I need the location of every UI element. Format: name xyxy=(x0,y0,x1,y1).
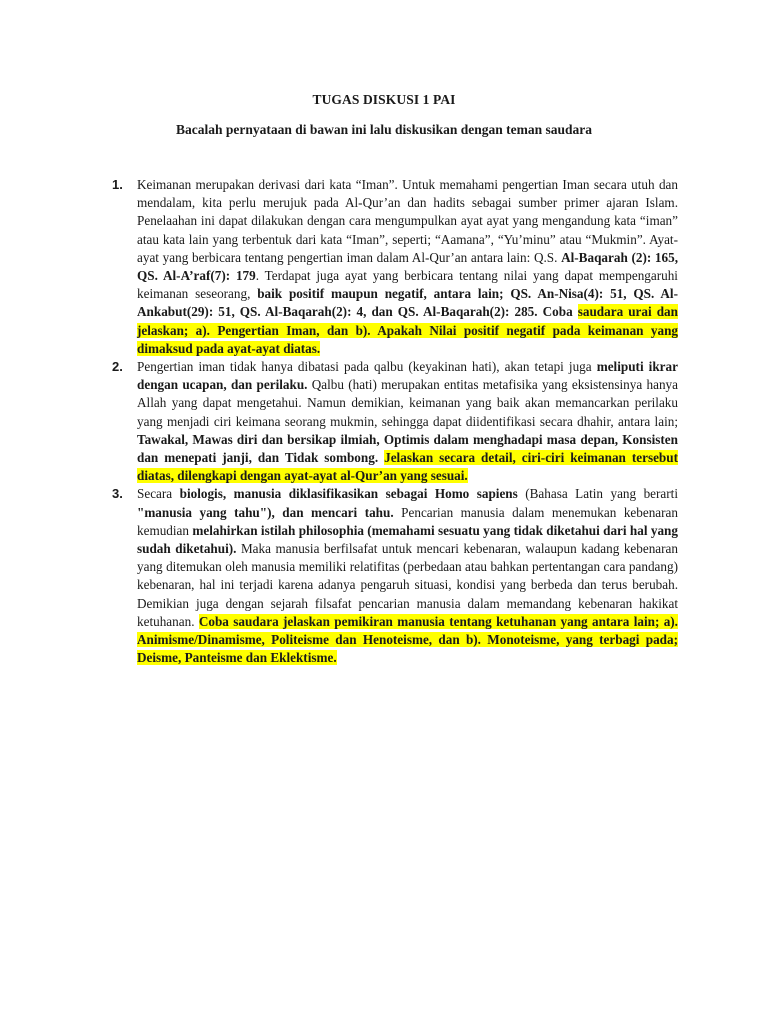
question-text: Maka manusia berfilsafat untuk mencari kebenaran, walaupun kadang kebenaran yang ditemukan oleh manusia memiliki relatifitas (perbedaan atau bahkan pertentangan cara pandang) kebenaran, hal ini terjadi karena adanya pengaruh situasi, kondisi yang berbeda dan terus berubah. Demikian juga dengan sejarah filsafat pencarian manusia dalam memandang kebenaran hakikat ketuhanan. xyxy=(137,541,679,629)
question-list xyxy=(112,176,678,667)
bold-text: melahirkan istilah philosophia (memahami sesuatu yang tidak diketahui dari hal yang sudah diketahui). xyxy=(137,522,678,557)
question-text: Keimanan merupakan derivasi dari kata “Iman”. Untuk memahami pengertian Iman secara utuh dan mendalam, kita perlu merujuk pada Al-Qur’an dan hadits sebagai sumber primer ajaran Islam. Penelaahan ini dapat dilakukan dengan cara mengumpulkan ayat ayat yang mengandung kata “iman” atau kata lain yang terbentuk dari kata “Iman”, seperti; “Aamana”, “Yu’minu” atau “Mukmin”. Ayat-ayat yang berbicara tentang pengertian iman dalam Al-Qur’an antara lain: Q.S. xyxy=(137,177,678,265)
bold-text: biologis, manusia diklasifikasikan sebagai Homo sapiens xyxy=(179,486,518,502)
question-text: Qalbu (hati) merupakan entitas metafisika yang eksistensinya hanya Allah yang dapat mengetahui. Namun demikian, keimanan yang baik akan memancarkan perilaku yang menjadi ciri keimana seorang mukmin, sehingga dapat diidentifikasi secara dhahir, antara lain; xyxy=(137,377,678,429)
bold-text: "manusia yang tahu"), dan mencari tahu. xyxy=(137,504,394,520)
question-number: 3. xyxy=(112,486,123,502)
question-text: Pengertian iman tidak hanya dibatasi pada qalbu (keyakinan hati), akan tetapi juga xyxy=(137,359,597,375)
bold-text: baik positif maupun negatif, antara lain; QS. An-Nisa(4): 51, QS. Al-Ankabut(29): 51, QS. Al-Baqarah(2): 4, dan QS. Al-Baqarah(2): 285. Coba xyxy=(137,286,678,320)
question-number: 1. xyxy=(112,177,123,192)
question-text: (Bahasa Latin yang berarti xyxy=(517,486,678,502)
document-subtitle: Bacalah pernyataan di bawan ini lalu diskusikan dengan teman saudara xyxy=(176,122,592,137)
highlighted-instruction: Coba saudara jelaskan pemikiran manusia tentang ketuhanan yang antara lain; a). Animisme/Dinamisme, Politeisme dan Henoteisme, dan b). Monoteisme, yang terbagi pada; Deisme, Panteisme dan Eklektisme. xyxy=(137,613,678,666)
bold-text: Tawakal, Mawas diri dan bersikap ilmiah, Optimis dalam menghadapi masa depan, Konsisten dan menepati janji, dan Tidak sombong. xyxy=(137,431,678,466)
bold-text: meliputi ikrar dengan ucapan, dan perilaku. xyxy=(137,359,678,393)
question-text: Secara xyxy=(137,486,180,502)
question-item-3 xyxy=(112,485,678,667)
question-text: . Terdapat juga ayat yang berbicara tentang nilai yang dapat mempengaruhi keimanan seseorang, xyxy=(137,268,678,302)
bold-text: Al-Baqarah (2): 165, QS. Al-A’raf(7): 179 xyxy=(137,249,678,284)
highlighted-instruction: saudara urai dan jelaskan; a). Pengertian Iman, dan b). Apakah Nilai positif negatif pada keimanan yang dimaksud pada ayat-ayat diatas. xyxy=(137,304,678,356)
question-text: Pencarian manusia dalam menemukan kebenaran kemudian xyxy=(137,504,679,538)
question-item-1 xyxy=(112,176,678,358)
document-title: TUGAS DISKUSI 1 PAI xyxy=(312,92,456,107)
question-number: 2. xyxy=(112,359,123,375)
highlighted-instruction: Jelaskan secara detail, ciri-ciri keimanan tersebut diatas, dilengkapi dengan ayat-ayat al-Qur’an yang sesuai. xyxy=(137,450,678,484)
question-item-2 xyxy=(112,358,678,485)
